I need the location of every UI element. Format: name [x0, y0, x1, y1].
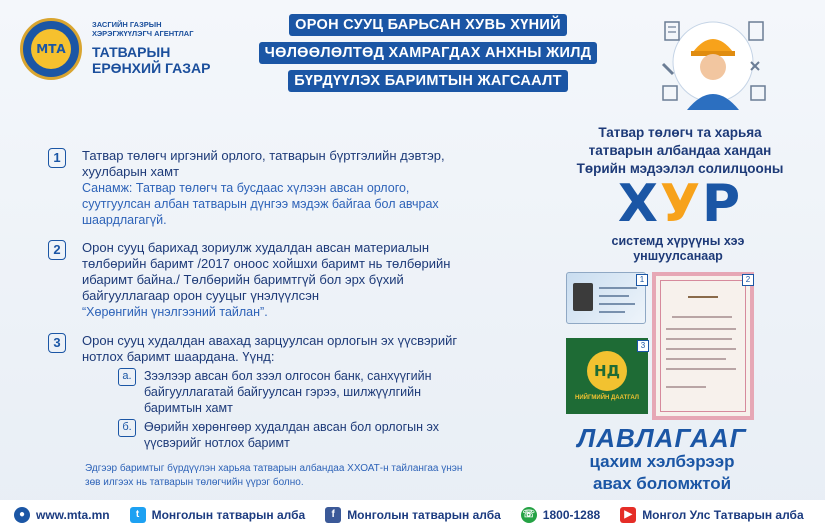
cert-emblem — [688, 296, 718, 298]
item-text: Орон сууц худалдан авахад зарцуулсан орлогын эх үүсвэрийг нотлох баримт шаардана. Үүнд: — [82, 333, 458, 364]
xyp-letter-p: Р — [702, 174, 743, 234]
item-number: 3 — [48, 333, 66, 353]
facebook-icon: f — [325, 507, 341, 523]
footnote: Эдгээр баримтыг бүрдүүлэн харьяа татварын албандаа ХХОАТ-н тайлангаа үнэн зөв илгээх нь татварын төлөгчийн үүрэг болно. — [85, 463, 463, 488]
twitter-icon: t — [130, 507, 146, 523]
cert-line — [666, 368, 736, 370]
certificate-image — [652, 272, 754, 420]
xyp-letter-y: У — [659, 174, 703, 234]
agency-name-line: ТАТВАРЫН — [92, 44, 171, 60]
cert-line — [666, 386, 706, 388]
hd-emblem-icon: НД — [587, 351, 627, 391]
sub-item-letter: а. — [118, 368, 136, 386]
id-line — [599, 311, 625, 313]
footer-twitter[interactable] — [130, 507, 306, 523]
agency-subtitle — [92, 20, 193, 38]
footer-twitter-label: Монголын татварын алба — [151, 507, 306, 522]
sub-item-text: Зээлээр авсан бол зээл олгосон банк, санхүүгийн байгууллагатай байгуулсан гэрээ, шилжүүлгийн баримтын хамт — [144, 369, 432, 415]
item-text: Татвар төлөгч иргэний орлого, татварын бүртгэлийн дэвтэр, хуулбарын хамт — [82, 148, 445, 179]
title-line: ОРОН СУУЦ БАРЬСАН ХУВЬ ХҮНИЙ — [289, 14, 567, 36]
footer-web[interactable] — [14, 507, 110, 523]
cert-line — [666, 338, 732, 340]
badge-number: 2 — [742, 274, 754, 286]
cert-line — [666, 348, 736, 350]
id-photo — [573, 283, 593, 311]
id-line — [599, 295, 629, 297]
page-title — [248, 14, 608, 98]
xyp-subtitle — [568, 234, 788, 264]
item-text: Орон сууц барихад зориулж худалдан авсан материалын төлбөрийн баримт /2017 оноос хойшхи баримт нь төлбөрийн ибаримт байна./ Төлбөрийн баримтгүй бол эрх бүхий байгууллагаар орон сууцыг үнэлүүлсэн — [82, 240, 451, 303]
right-heading-line: Татвар төлөгч та харьяа — [598, 125, 762, 140]
hd-label: НИЙГМИЙН ДААТГАЛ — [575, 395, 639, 401]
title-line: ЧӨЛӨӨЛӨЛТӨД ХАМРАГДАХ АНХНЫ ЖИЛД — [259, 42, 598, 64]
id-line — [599, 303, 635, 305]
globe-icon: ● — [14, 507, 30, 523]
lavlagaa-line: цахим хэлбэрээр — [589, 452, 735, 471]
certificate-border — [660, 280, 746, 412]
list-item — [48, 148, 478, 228]
item-note: Санамж: Татвар төлөгч та бусдаас хүлээн авсан орлого, суутгуулсан албан татварын дүнгээ мэдэж байгаа бол авчрах шаардлагагүй. — [82, 181, 439, 227]
right-heading-line: татварын албандаа хандан — [588, 143, 772, 158]
item-number: 2 — [48, 240, 66, 260]
sub-item-text: Өөрийн хөрөнгөөр худалдан авсан бол орлогын эх үүсвэрийг нотлох баримт — [144, 420, 440, 450]
cert-line — [666, 328, 736, 330]
footer-facebook[interactable] — [325, 507, 501, 523]
phone-icon: ☏ — [521, 507, 537, 523]
mta-logo — [20, 18, 82, 80]
badge-number: 1 — [636, 274, 648, 286]
badge-number: 3 — [637, 340, 649, 352]
cert-line — [666, 358, 726, 360]
xyp-letter-x: Х — [617, 174, 660, 234]
sub-item — [118, 368, 478, 416]
xyp-subtitle-line: уншуулсанаар — [633, 249, 723, 263]
footer-youtube[interactable] — [620, 507, 803, 523]
footer-phone[interactable] — [521, 507, 600, 523]
right-heading — [560, 124, 800, 178]
agency-name — [92, 44, 210, 76]
item-number: 1 — [48, 148, 66, 168]
xyp-brand — [590, 176, 770, 232]
right-heading-line: Төрийн мэдээлэл солилцооны — [576, 161, 784, 176]
sub-item — [118, 419, 478, 451]
agency-name-line: ЕРӨНХИЙ ГАЗАР — [92, 60, 211, 76]
id-card-image — [566, 272, 646, 324]
footer — [0, 500, 825, 529]
agency-subtitle-line: ЗАСГИЙН ГАЗРЫН — [92, 20, 162, 29]
footer-youtube-label: Монгол Улс Татварын алба — [642, 507, 804, 522]
footer-phone-label: 1800-1288 — [542, 507, 601, 522]
xyp-subtitle-line: системд хүрүүны хээ — [611, 234, 745, 248]
title-line: БҮРДҮҮЛЭХ БАРИМТЫН ЖАГСААЛТ — [288, 70, 568, 92]
list-item — [48, 333, 478, 451]
cert-line — [672, 316, 732, 318]
logo-text: МТА — [31, 29, 71, 69]
item-note: “Хөрөнгийн үнэлгээний тайлан”. — [82, 305, 268, 319]
lavlagaa-heading: ЛАВЛАГААГ — [577, 423, 747, 453]
footer-web-label: www.mta.mn — [36, 507, 110, 522]
lavlagaa-line: авах боломжтой — [592, 474, 732, 493]
worker-illustration-icon — [655, 12, 775, 112]
id-line — [599, 287, 637, 289]
footer-facebook-label: Монголын татварын алба — [347, 507, 501, 522]
sub-item-letter: б. — [118, 419, 136, 437]
agency-subtitle-line: ХЭРЭГЖҮҮЛЭГЧ АГЕНТЛАГ — [92, 29, 194, 38]
list-item — [48, 240, 478, 320]
social-insurance-logo — [566, 338, 648, 414]
youtube-icon: ▶ — [620, 507, 636, 523]
